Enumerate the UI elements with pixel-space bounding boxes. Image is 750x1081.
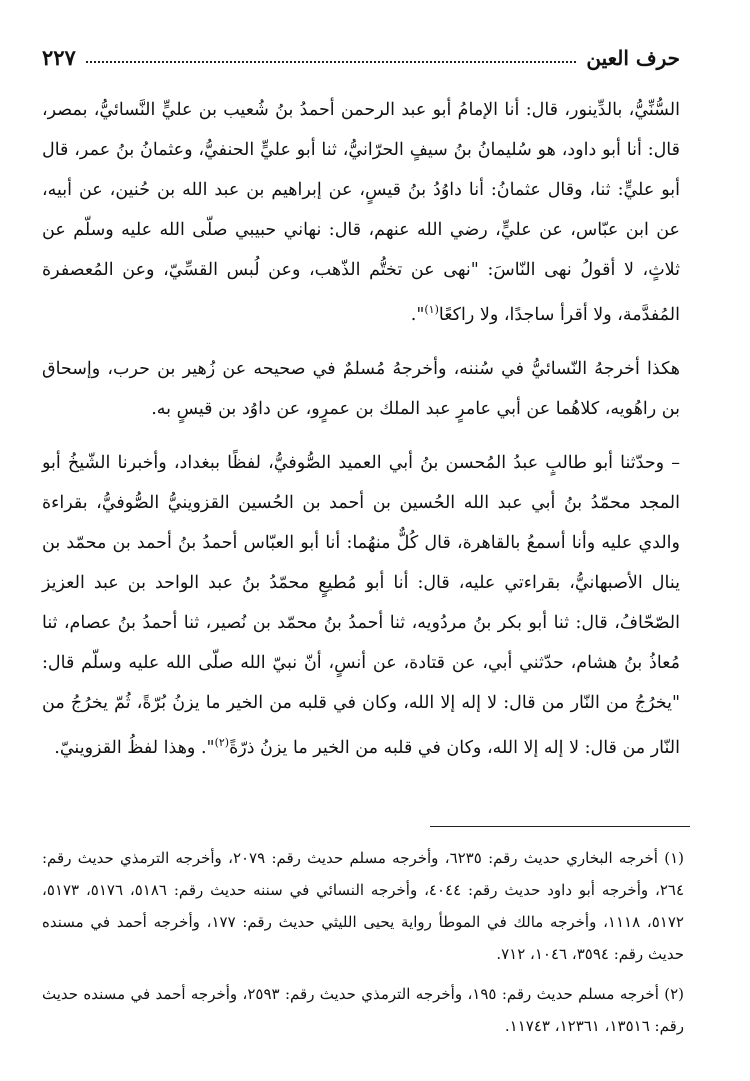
chapter-title: حرف العين xyxy=(586,46,680,70)
paragraph-text: هكذا أخرجهُ النّسائيُّ في سُننه، وأخرجهُ مُسلمٌ في صحيحه عن زُهير بن حرب، وإسحاق بن راهُويه، كلاهُما عن أبي عامرٍ عبد الملك بن عمرٍو، عن داوُد بن قيسٍ به. xyxy=(42,358,680,419)
footnote-separator xyxy=(430,826,690,827)
footnotes xyxy=(42,842,684,1050)
footnote-reference: (١) xyxy=(424,303,439,316)
paragraph-text: – وحدّثنا أبو طالبٍ عبدُ المُحسن بنُ أبي العميد الصُّوفيُّ، لفظًا ببغداد، وأخبرنا الشّيخُ أبو المجد محمّدُ بنُ أبي عبد الله الحُسين بن أحمد بن الحُسين القزوينيُّ الصُّوفيُّ، بقراءة والدي عليه وأنا أسمعُ بالقاهرة، قال كُلٌّ منهُما: أنا أبو العبّاس أحمدُ بنُ أحمد بن محمّد بن ينال الأصبهانيُّ، بقراءتي عليه، قال: أنا أبو مُطيعٍ محمّدُ بنُ عبد الواحد بن عبد العزيز الصّحّافُ، قال: ثنا أبو بكر بنُ مردُويه، ثنا أحمدُ بنُ محمّد بن نُصير، ثنا أحمدُ بنُ عصام، ثنا مُعاذُ بنُ هشام، حدّثني أبي، عن قتادة، عن أنسٍ، أنّ نبيّ الله صلّى الله عليه وسلّم قال: "يخرُجُ من النّار من قال: لا إله إلا الله، وكان في قلبه من الخير ما يزنُ بُرّةً، ثُمّ يخرُجُ من النّار من قال: لا إله إلا الله، وكان في قلبه من الخير ما يزنُ ذرّةً xyxy=(42,452,680,758)
page-header xyxy=(42,36,680,70)
paragraph-tail: ". xyxy=(410,304,425,325)
main-text xyxy=(42,90,680,782)
paragraph xyxy=(42,90,680,335)
footnote-reference: (٢) xyxy=(214,735,230,749)
page-number: ٢٢٧ xyxy=(42,45,76,70)
footnote: (٢) أخرجه مسلم حديث رقم: ١٩٥، وأخرجه الترمذي حديث رقم: ٢٥٩٣، وأخرجه أحمد في مسنده حديث رقم: ١٣٥١٦، ١٢٣٦١، ١١٧٤٣. xyxy=(42,985,685,1035)
paragraph-text: السُّنِّيُّ، بالدِّينور، قال: أنا الإمامُ أبو عبد الرحمن أحمدُ بنُ شُعيب بن عليٍّ النَّسائيُّ، بمصر، قال: أنا أبو داود، هو سُليمانُ بنُ سيفٍ الحرّانيُّ، ثنا أبو عليٍّ الحنفيُّ، وعثمانُ بنُ عمر، قال أبو عليٍّ: ثنا، وقال عثمانُ: أنا داوُدُ بنُ قيسٍ، عن إبراهيم بن عبد الله بن حُنين، عن أبيه، عن ابن عبّاس، عن عليٍّ، رضي الله عنهم، قال: نهاني حبيبي صلّى الله عليه وسلّم عن ثلاثٍ، لا أقولُ نهى النّاسَ: "نهى عن تختُّم الذّهب، وعن لُبس القسِّيّ، وعن المُعصفرة المُفدَّمة، ولا أقرأ ساجدًا، ولا راكعًا xyxy=(42,100,680,325)
header-leader-dots xyxy=(86,61,577,63)
footnote: (١) أخرجه البخاري حديث رقم: ٦٢٣٥، وأخرجه مسلم حديث رقم: ٢٠٧٩، وأخرجه الترمذي حديث رقم: ٢٦٤، وأخرجه أبو داود حديث رقم: ٤٠٤٤، وأخرجه النسائي في سننه حديث رقم: ٥١٨٦، ٥١٧٦، ٥١٧٣، ٥١٧٢، ١١١٨، وأخرجه مالك في الموطأ رواية يحيى الليثي حديث رقم: ١٧٧، وأخرجه أحمد في مسنده حديث رقم: ٣٥٩٤، ١٠٤٦، ٧١٢. xyxy=(42,849,684,963)
paragraph xyxy=(42,443,680,768)
paragraph xyxy=(42,349,680,429)
paragraph-tail: ". وهذا لفظُ القزوينيّ. xyxy=(54,737,215,758)
